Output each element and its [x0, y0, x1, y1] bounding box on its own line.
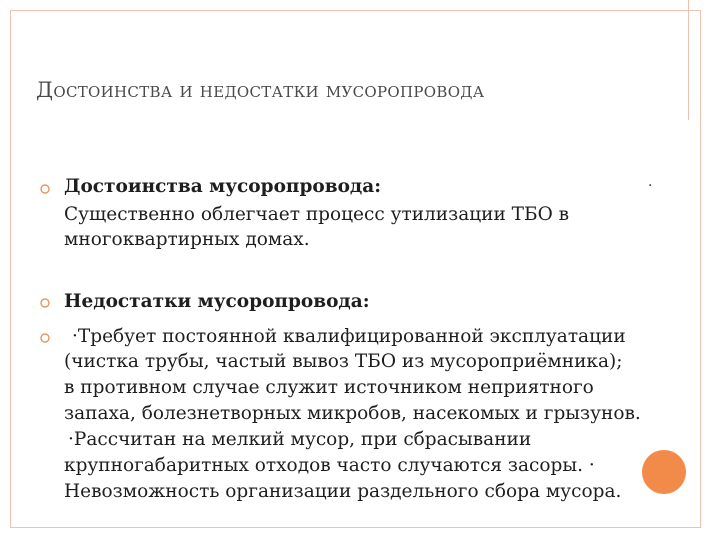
disadvantages-heading: Недостатки мусоропровода:: [64, 291, 370, 312]
disadvantages-line-1: ·Требует постоянной квалифицированной эксплуатации: [72, 326, 626, 347]
bullet-icon: [40, 184, 50, 194]
slide-title: Достоинства и недостатки мусоропровода: [36, 78, 485, 102]
bullet-icon: [40, 333, 50, 343]
disadvantages-line-6: крупногабаритных отходов часто случаются засоры. ·: [64, 455, 595, 476]
disadvantages-line-5: ·Рассчитан на мелкий мусор, при сбрасывании: [68, 429, 532, 450]
bullet-icon: [40, 298, 50, 308]
advantages-line-2: многоквартирных домах.: [64, 229, 310, 250]
disadvantages-line-7: Невозможность организации раздельного сбора мусора.: [64, 481, 622, 502]
accent-circle: [642, 450, 686, 494]
slide-frame-accent-line: [688, 0, 689, 120]
advantages-line-1: Существенно облегчает процесс утилизации ТБО в: [64, 204, 570, 225]
disadvantages-line-4: запаха, болезнетворных микробов, насекомых и грызунов.: [64, 403, 641, 424]
disadvantages-line-3: в противном случае служит источником неприятного: [64, 377, 594, 398]
disadvantages-line-2: (чистка трубы, частый вывоз ТБО из мусороприёмника);: [64, 351, 623, 372]
stray-dot: ·: [648, 178, 653, 194]
advantages-heading: Достоинства мусоропровода:: [64, 176, 382, 197]
